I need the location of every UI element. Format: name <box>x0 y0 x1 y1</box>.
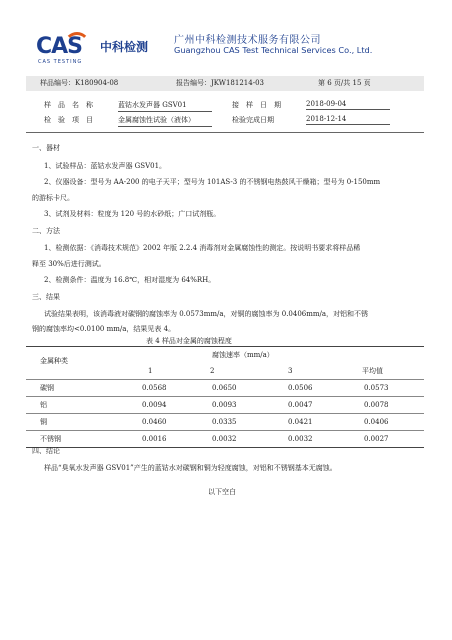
test-item-value: 金属腐蚀性试验（液体） <box>118 115 212 127</box>
table-cell-v2: 0.0032 <box>212 435 237 443</box>
table-cell-avg: 0.0573 <box>364 384 389 392</box>
table-cell-v2: 0.0093 <box>212 401 237 409</box>
table-cell-v3: 0.0047 <box>288 401 313 409</box>
complete-date-label: 检验完成日期 <box>232 116 274 124</box>
table-cell-metal: 不锈钢 <box>40 435 61 443</box>
table-cell-metal: 碳钢 <box>40 384 54 392</box>
table-cell-v1: 0.0016 <box>142 435 167 443</box>
sample-name-value: 蓝钴水发声器 GSV01 <box>118 100 212 112</box>
table-cell-v1: 0.0568 <box>142 384 167 392</box>
table-cell-avg: 0.0078 <box>364 401 389 409</box>
table-cell-metal: 铜 <box>40 418 47 426</box>
equipment-item-2: 2、仪器设备：型号为 AA-200 的电子天平；型号为 101AS-3 的不锈钢电热鼓风干燥箱；型号为 0-150mm <box>44 178 381 186</box>
col-header-1: 1 <box>148 367 153 375</box>
complete-date-value: 2018-12-14 <box>306 115 390 125</box>
table-cell-avg: 0.0406 <box>364 418 389 426</box>
section-conclusion-heading: 四、结论 <box>32 447 60 455</box>
table-cell-v1: 0.0094 <box>142 401 167 409</box>
company-name-cn: 广州中科检测技术服务有限公司 <box>174 35 321 46</box>
section-method-heading: 二、方法 <box>32 227 60 235</box>
metal-header: 金属种类 <box>40 357 68 365</box>
section-equipment-heading: 一、器材 <box>32 144 60 152</box>
table-cell-v3: 0.0421 <box>288 418 313 426</box>
test-item-label: 检 验 项 目 <box>44 116 93 124</box>
table-title: 表 4 样品对金属的腐蚀程度 <box>146 337 232 345</box>
report-number: 报告编号：JKW181214-03 <box>176 79 264 87</box>
equipment-item-2-cont: 的游标卡尺。 <box>32 194 74 202</box>
table-cell-v3: 0.0506 <box>288 384 313 392</box>
logo-mark: CAS <box>36 34 83 59</box>
sample-name-label: 样 品 名 称 <box>44 101 93 109</box>
table-row <box>26 397 424 414</box>
col-header-3: 3 <box>288 367 293 375</box>
table-cell-v1: 0.0460 <box>142 418 167 426</box>
report-info-bar <box>26 76 424 91</box>
rate-header: 腐蚀速率（mm/a） <box>212 351 274 359</box>
corrosion-table <box>26 346 424 448</box>
company-name-en: Guangzhou CAS Test Technical Services Co., Ltd. <box>174 45 373 55</box>
table-row <box>26 414 424 431</box>
result-text-cont: 钢的腐蚀率均<0.0100 mm/a，结果见表 4。 <box>32 325 176 333</box>
method-item-1-cont: 释至 30%后进行测试。 <box>32 260 106 268</box>
logo-en-text: CAS TESTING <box>38 59 83 65</box>
page-indicator: 第 6 页/共 15 页 <box>318 79 371 87</box>
section-result-heading: 三、结果 <box>32 293 60 301</box>
company-logo <box>36 28 156 68</box>
equipment-item-3: 3、试剂及材料：粒度为 120 号的水砂纸；广口试剂瓶。 <box>44 210 221 218</box>
receive-date-value: 2018-09-04 <box>306 100 390 110</box>
logo-cn-text: 中科检测 <box>100 40 149 54</box>
col-header-avg: 平均值 <box>362 367 383 375</box>
result-text: 试验结果表明，该消毒液对碳钢的腐蚀率为 0.0573mm/a，对铜的腐蚀率为 0.0406mm/a，对铝和不锈 <box>44 310 369 318</box>
col-header-2: 2 <box>210 367 215 375</box>
end-marker: 以下空白 <box>208 488 236 496</box>
table-row <box>26 431 424 447</box>
receive-date-label: 接 样 日 期 <box>232 101 281 109</box>
table-header-row-1 <box>26 347 424 363</box>
table-header-row-2 <box>26 363 424 380</box>
table-cell-v3: 0.0032 <box>288 435 313 443</box>
divider <box>26 132 424 133</box>
table-cell-avg: 0.0027 <box>364 435 389 443</box>
sample-number: 样品编号：K180904-08 <box>40 79 119 87</box>
conclusion-text: 样品“臭氧水发声器 GSV01”产生的蓝钴水对碳钢和铜为轻度腐蚀，对铝和不锈钢基本无腐蚀。 <box>44 464 337 472</box>
equipment-item-1: 1、试验样品：蓝钴水发声器 GSV01。 <box>44 162 167 170</box>
method-item-1: 1、检测依据：《消毒技术规范》2002 年版 2.2.4 消毒剂对金属腐蚀性的测定。按说明书要求将样品稀 <box>44 244 361 252</box>
table-cell-metal: 铝 <box>40 401 47 409</box>
table-cell-v2: 0.0335 <box>212 418 237 426</box>
method-item-2: 2、检测条件：温度为 16.8℃，相对湿度为 64%RH。 <box>44 276 216 284</box>
logo-swoosh-icon <box>64 32 90 58</box>
table-row <box>26 380 424 397</box>
table-cell-v2: 0.0650 <box>212 384 237 392</box>
